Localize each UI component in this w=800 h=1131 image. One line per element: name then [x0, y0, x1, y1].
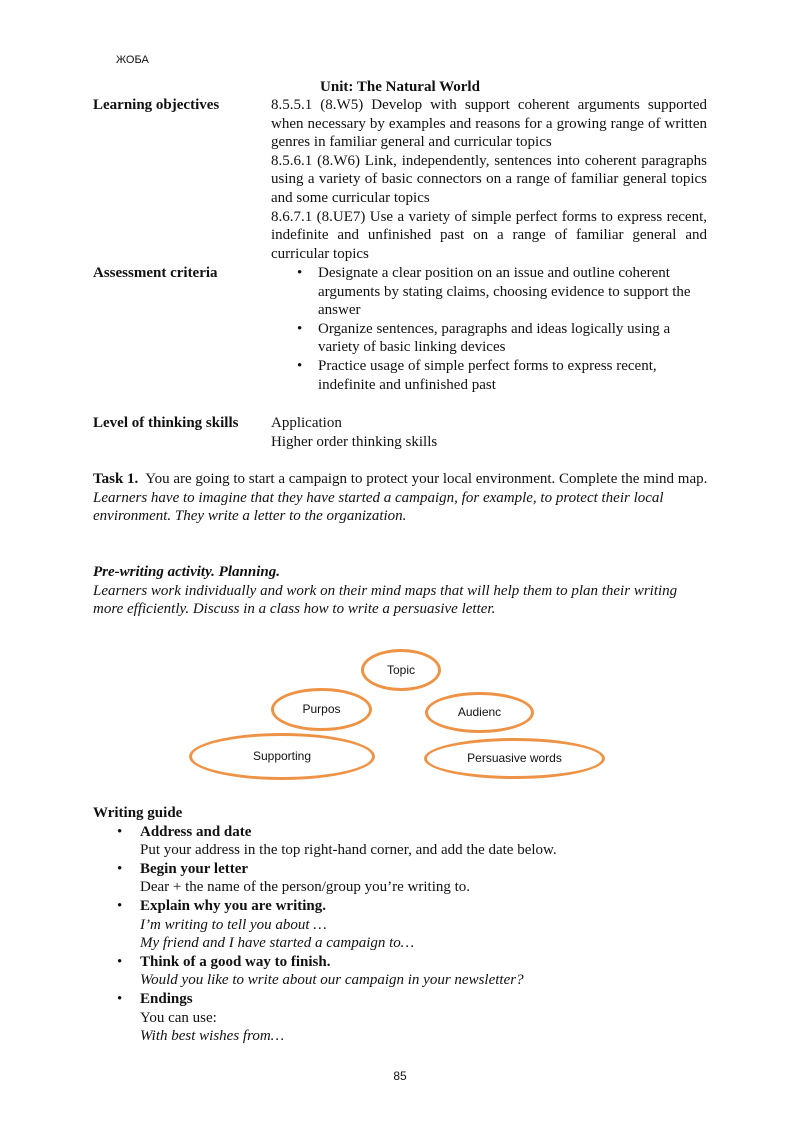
header-tag: ЖОБА	[116, 54, 149, 66]
guide-item-line: Dear + the name of the person/group you’re writing to.	[140, 879, 471, 896]
objectives-label: Learning objectives	[93, 97, 220, 113]
guide-item-line: With best wishes from…	[140, 1028, 285, 1045]
objective-item: 8.6.7.1 (8.UE7) Use a variety of simple perfect forms to express recent, indefinite and unfinished past on a range of familiar general and curricular topics	[271, 208, 707, 262]
assessment-label: Assessment criteria	[93, 265, 218, 281]
assessment-item: • Designate a clear position on an issue and outline coherent arguments by stating claims, choosing evidence to support the answer	[271, 264, 701, 320]
guide-item-head: • Explain why you are writing.	[140, 897, 326, 914]
writing-guide-title: Writing guide	[93, 805, 183, 821]
page-number: 85	[393, 1069, 407, 1083]
thinking-line: Higher order thinking skills	[271, 433, 438, 450]
task1-label: Task 1.	[93, 471, 139, 487]
mindmap-persuasive-node	[424, 738, 605, 779]
mindmap-persuasive-label: Persuasive words	[467, 751, 562, 766]
mindmap-purpose-label: Purpos	[302, 702, 341, 717]
unit-title: Unit: The Natural World	[320, 79, 480, 95]
mindmap-audience-node	[425, 692, 534, 733]
thinking-line: Application	[271, 415, 342, 431]
guide-item-line: Would you like to write about our campaign in your newsletter?	[140, 972, 524, 989]
guide-item	[93, 953, 713, 990]
guide-item-head: • Begin your letter	[140, 860, 249, 877]
guide-item	[93, 860, 713, 897]
thinking-content	[271, 414, 707, 451]
thinking-label: Level of thinking skills	[93, 415, 239, 431]
assessment-item: • Organize sentences, paragraphs and ideas logically using a variety of basic linking devices	[271, 320, 701, 357]
guide-item	[93, 897, 713, 953]
objectives-content	[271, 96, 707, 263]
guide-item	[93, 990, 713, 1046]
guide-item-head: • Endings	[140, 990, 193, 1007]
guide-item-line: I’m writing to tell you about …	[140, 916, 327, 933]
mindmap-topic-label: Topic	[386, 662, 415, 677]
writing-guide	[93, 804, 713, 1046]
guide-item-head: • Address and date	[140, 823, 252, 840]
prewriting-title: Pre-writing activity. Planning.	[93, 564, 280, 580]
objective-item: 8.5.5.1 (8.W5) Develop with support coherent arguments supported when necessary by examples and reasons for a growing range of written genres in familiar general and curricular topics	[271, 97, 707, 151]
task1-block	[93, 470, 708, 526]
guide-item-head: • Think of a good way to finish.	[140, 953, 331, 970]
guide-item-line: My friend and I have started a campaign to…	[140, 935, 415, 952]
guide-item	[93, 823, 713, 860]
mindmap-topic-node	[361, 649, 441, 691]
prewriting-block	[93, 563, 708, 619]
objective-item: 8.5.6.1 (8.W6) Link, independently, sentences into coherent paragraphs using a variety of basic connectors on a range of familiar general topics and some curricular topics	[271, 152, 707, 206]
mindmap-supporting-node	[189, 733, 375, 780]
task1-note: Learners have to imagine that they have started a campaign, for example, to protect their local environment. They write a letter to the organization.	[93, 489, 664, 525]
prewriting-text: Learners work individually and work on their mind maps that will help them to plan their writing more efficiently. Discuss in a class how to write a persuasive letter.	[93, 582, 678, 618]
task1-text: You are going to start a campaign to protect your local environment. Complete the mind map.	[145, 471, 708, 487]
mindmap-audience-label: Audienc	[457, 705, 502, 720]
mindmap-supporting-label: Supporting	[252, 749, 312, 764]
assessment-content	[271, 264, 701, 394]
mindmap-purpose-node	[271, 688, 372, 731]
guide-item-line: Put your address in the top right-hand corner, and add the date below.	[140, 842, 557, 859]
assessment-item: • Practice usage of simple perfect forms to express recent, indefinite and unfinished past	[271, 357, 701, 394]
guide-item-line: You can use:	[140, 1009, 217, 1026]
